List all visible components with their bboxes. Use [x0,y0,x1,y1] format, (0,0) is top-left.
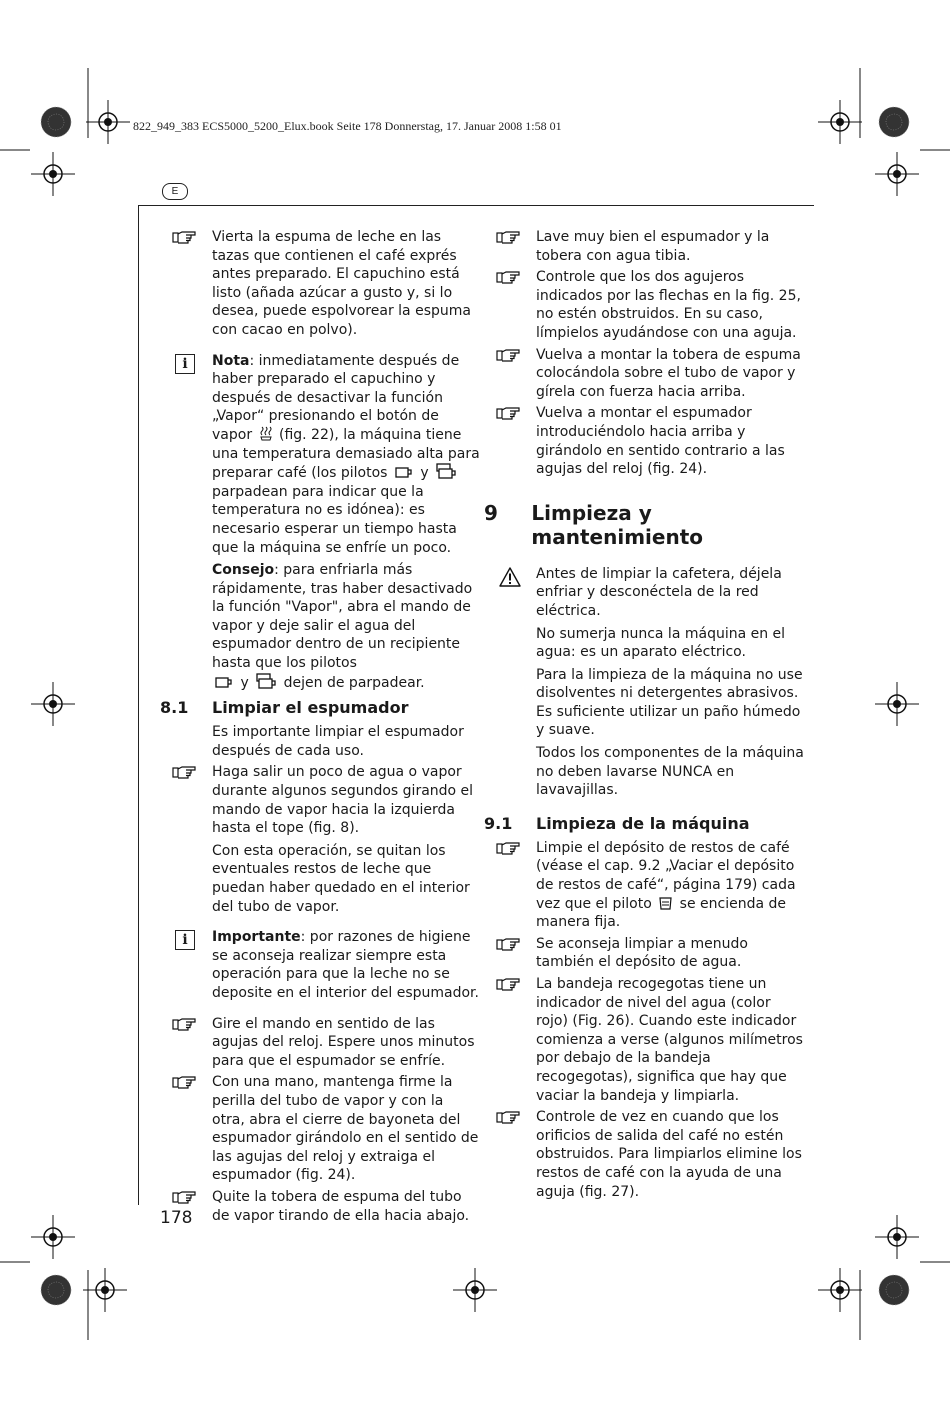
pointing-hand-icon [496,348,520,362]
pointing-hand-icon [172,1017,196,1031]
left-rule [138,205,139,1205]
double-cup-icon [256,673,276,689]
warning-icon [499,567,521,587]
instruction-text: Controle de vez en cuando que los orificios de salida del café no estén obstruidos. Para limpiarlos elimine los restos de café con la ayuda de una aguja (fig. 27). [536,1109,802,1200]
section-heading-9-1 [484,814,804,833]
pointing-hand-icon [496,230,520,244]
pointing-hand-icon [496,406,520,420]
instruction-text: Quite la tobera de espuma del tubo de vapor tirando de ella hacia abajo. [212,1188,470,1224]
pointing-hand-icon [172,230,196,244]
pointing-hand-icon [496,841,520,855]
file-info-line: 822_949_383 ECS5000_5200_Elux.book Seite 178 Donnerstag, 17. Januar 2008 1:58 01 [133,119,562,133]
right-column [484,228,804,1204]
single-cup-icon [395,466,413,479]
instruction-text: Limpie el depósito de restos de café (véase el cap. 9.2 „Vaciar el depósito de restos de café“, página 179) cada vez que el piloto se encienda de manera fija. [536,839,796,931]
section-number: 9 [484,500,498,525]
language-badge: E [162,183,188,200]
left-column [160,228,480,1228]
instruction-text: Controle que los dos agujeros indicados por las flechas en la fig. 25, no estén obstruidos. En su caso, límpielos ayudándose con una aguja. [536,269,801,341]
info-icon: i [175,354,195,374]
instruction-item [160,1015,480,1071]
pointing-hand-icon [496,937,520,951]
section-heading-9 [484,501,804,549]
steam-icon [260,426,272,441]
info-icon: i [175,930,195,950]
instruction-item [484,404,804,478]
grounds-container-icon [659,896,672,910]
instruction-item [160,1188,480,1225]
note-block [160,352,480,693]
section-heading-8-1 [160,698,480,717]
important-block [160,928,480,1002]
section-title: Limpieza de la máquina [536,813,750,833]
instruction-item [484,1108,804,1201]
instruction-subtext: Con esta operación, se quitan los eventuales restos de leche que puedan haber quedado en el interior del tubo de vapor. [212,842,470,915]
section-title: Limpieza y mantenimiento [531,500,704,549]
double-cup-icon [436,463,456,479]
section-number: 9.1 [484,813,513,833]
instruction-item [484,839,804,932]
warning-text: Antes de limpiar la cafetera, déjela enfriar y desconéctela de la red eléctrica. [536,565,782,619]
pointing-hand-icon [172,1190,196,1204]
instruction-item [160,228,480,340]
instruction-text: Vierta la espuma de leche en las tazas que contienen el café exprés antes preparado. El capuchino está listo (añada azúcar a gusto y, si lo desea, puede espolvorear la espuma con cacao en polvo). [212,229,471,338]
top-rule [138,205,814,206]
section-title: Limpiar el espumador [212,698,409,718]
pointing-hand-icon [496,1110,520,1124]
section-number: 8.1 [160,698,189,718]
warning-text: Para la limpieza de la máquina no use disolventes ni detergentes abrasivos. Es suficiente utilizar un paño húmedo y suave. [536,666,803,739]
note-label: Nota [212,352,250,369]
warning-text: No sumerja nunca la máquina en el agua: es un aparato eléctrico. [536,625,786,661]
instruction-text: Se aconseja limpiar a menudo también el depósito de agua. [536,935,748,971]
note-text: Nota: inmediatamente después de haber preparado el capuchino y después de desactivar la función „Vapor“ presionando el botón de vapor (fig. 22), la máquina tiene una temperatura demasiado alta para preparar café (los pilotos y parpadean para indicar que la temperatura no es idónea): es necesario esperar un tiempo hasta que la máquina se enfríe un poco. [212,352,480,556]
important-text: Importante: por razones de higiene se aconseja realizar siempre esta operación para que la leche no se deposite en el interior del espumador. [212,929,479,1001]
instruction-text: Gire el mando en sentido de las agujas del reloj. Espere unos minutos para que el espumador se enfríe. [212,1015,475,1069]
pointing-hand-icon [172,1075,196,1089]
page-number: 178 [160,1208,193,1228]
tip-label: Consejo [212,562,275,579]
instruction-text: Lave muy bien el espumador y la tobera con agua tibia. [536,229,770,264]
instruction-item [160,1073,480,1185]
instruction-item [484,975,804,1105]
instruction-item [484,268,804,342]
instruction-text: Vuelva a montar la tobera de espuma colocándola sobre el tubo de vapor y gírela con fuerza hacia arriba. [536,346,801,400]
paragraph [160,723,480,760]
instruction-item [484,935,804,972]
tip-text: Consejo: para enfriarla más rápidamente, tras haber desactivado la función "Vapor", abra el mando de vapor y deje salir el agua del espumador dentro de un recipiente hasta que los pilotos y dejen de parpadear. [212,562,473,691]
instruction-item [484,346,804,402]
instruction-item [484,228,804,265]
instruction-text: La bandeja recogegotas tiene un indicador de nivel del agua (color rojo) (Fig. 26). Cuando este indicador comienza a verse (algunos milímetros por debajo de la bandeja recogegotas), significa que hay que vaciar la bandeja y limpiarla. [536,976,803,1104]
warning-text: Todos los componentes de la máquina no deben lavarse NUNCA en lavavajillas. [536,745,804,799]
single-cup-icon [215,676,233,689]
paragraph-text: Es importante limpiar el espumador después de cada uso. [212,724,464,759]
pointing-hand-icon [496,977,520,991]
warning-block [484,565,804,800]
pointing-hand-icon [496,270,520,284]
instruction-text: Haga salir un poco de agua o vapor durante algunos segundos girando el mando de vapor hacia la izquierda hasta el tope (fig. 8). [212,764,474,837]
instruction-text: Con una mano, mantenga firme la perilla del tubo de vapor y con la otra, abra el cierre de bayoneta del espumador girándolo en el sentido de las agujas del reloj y extraiga el espumador (fig. 24). [212,1074,479,1184]
instruction-text: Vuelva a montar el espumador introduciéndolo hacia arriba y girándolo en sentido contrario a las agujas del reloj (fig. 24). [536,405,785,478]
important-label: Importante [212,929,301,946]
instruction-item [160,763,480,916]
pointing-hand-icon [172,765,196,779]
